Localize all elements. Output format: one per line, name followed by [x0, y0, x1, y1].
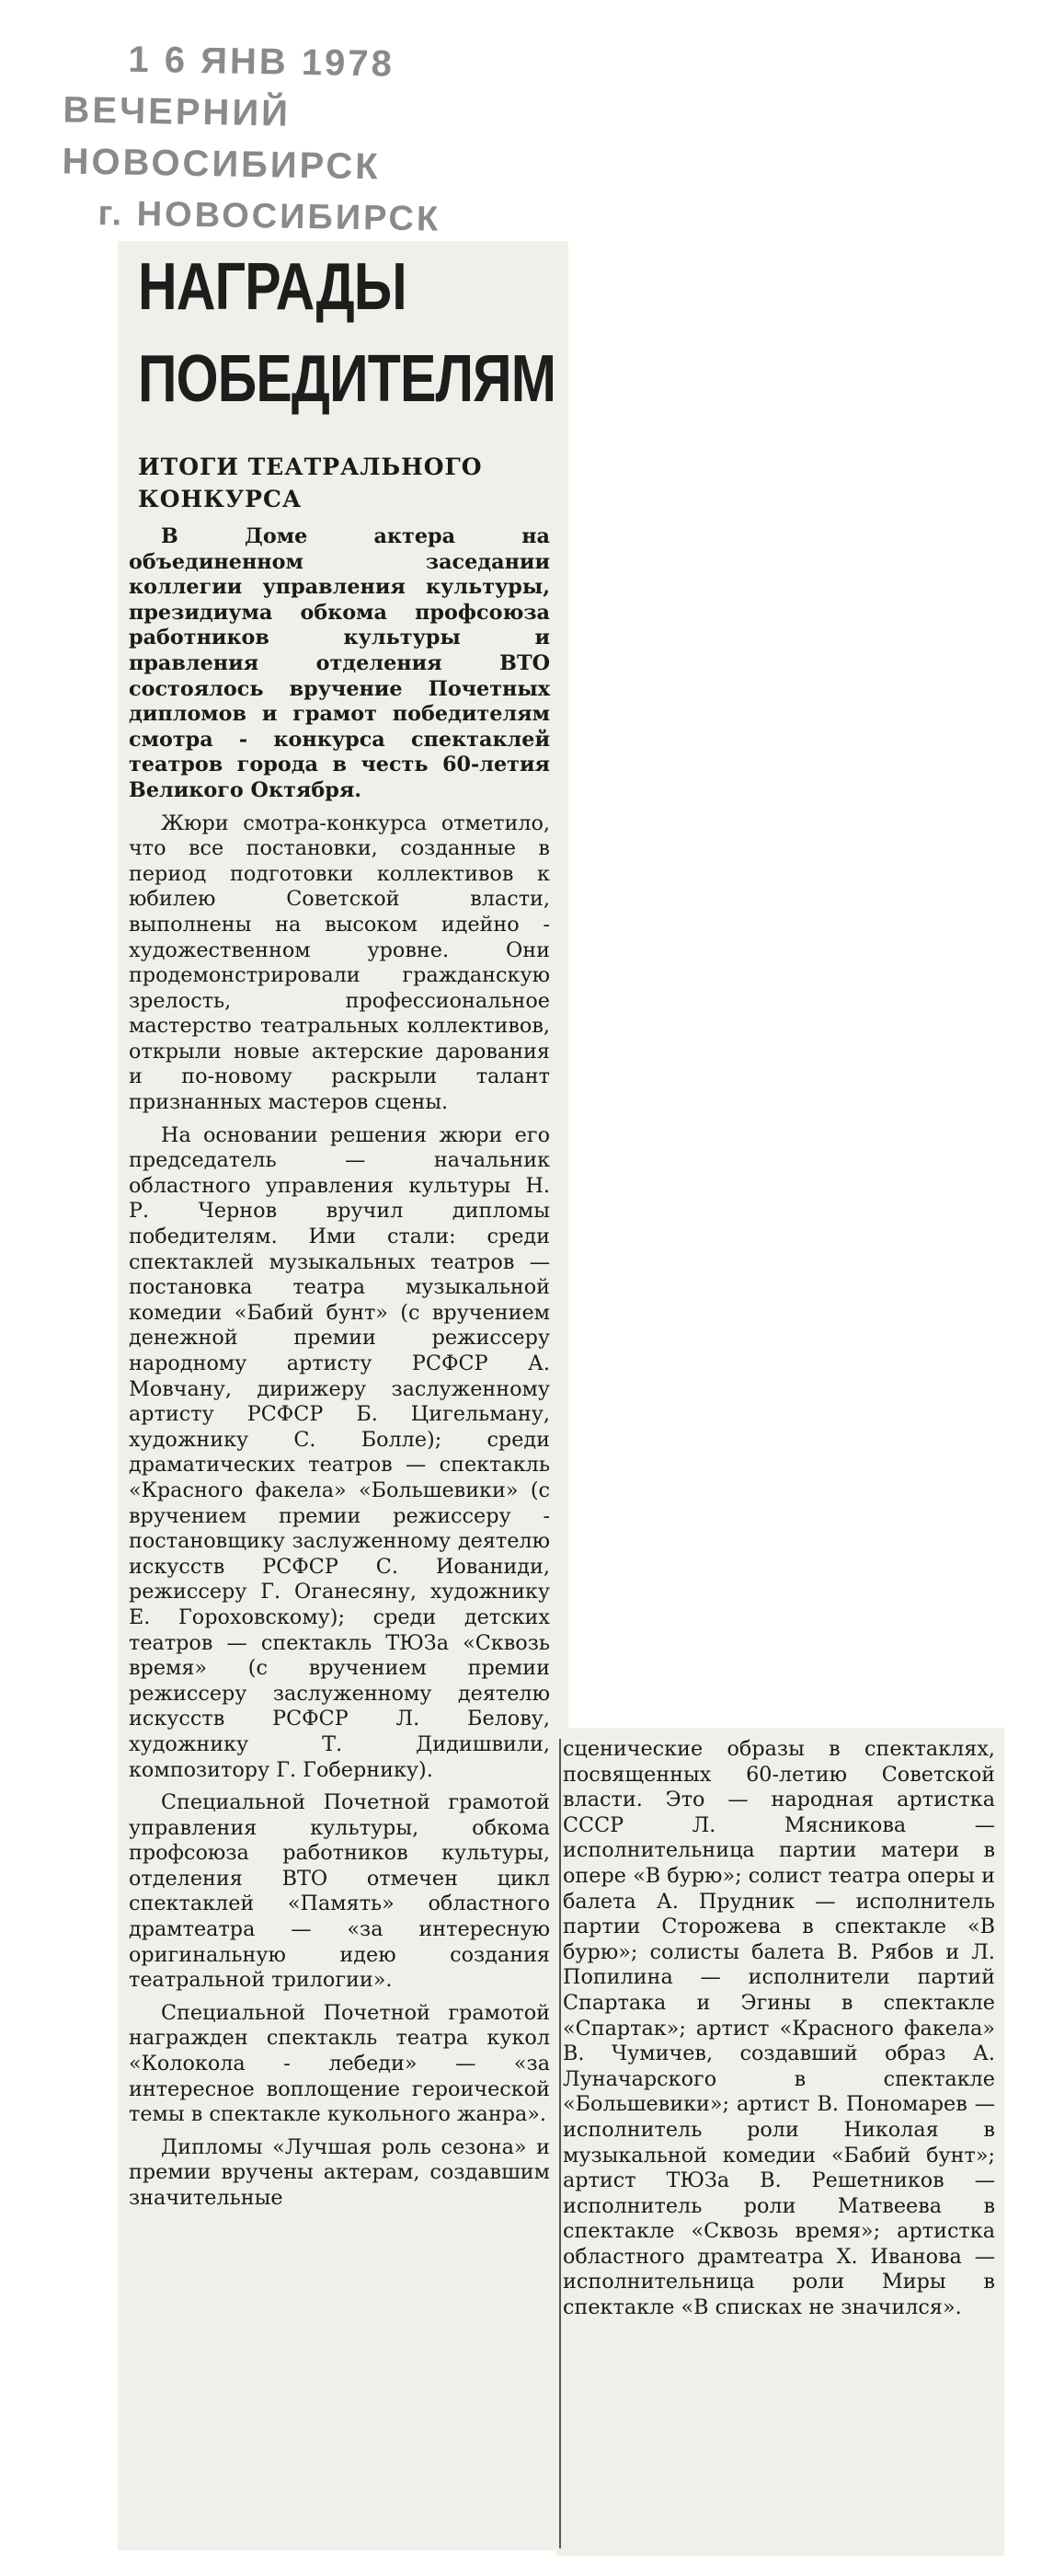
article-column-right	[563, 1737, 995, 2329]
body-paragraph: Специальной Почетной грамотой награжден спектакль театра кукол «Колокола - лебеди» — «за интересное воплощение героической темы в спектакле кукольного жанра».	[129, 2000, 550, 2127]
stamp-city: г. НОВОСИБИРСК	[97, 194, 441, 239]
article-column-left	[129, 524, 550, 2219]
archive-stamp	[61, 32, 543, 247]
body-paragraph: сценические образы в спектаклях, посвященных 60-летию Советской власти. Это — народная артистка СССР Л. Мясникова — исполнительница партии матери в опере «В бурю»; солист театра оперы и балета А. Прудник — исполнитель партии Сторожева в спектакле «В бурю»; солисты балета В. Рябов и Л. Попилина — исполнители партий Спартака и Эгины в спектакле «Спартак»; артист «Красного факела» В. Чумичев, создавший образ А. Луначарского в спектакле «Большевики»; артист В. Пономарев — исполнитель роли Николая в музыкальной комедии «Бабий бунт»; артист ТЮЗа В. Решетников — исполнитель роли Матвеева в спектакле «Сквозь время»; артистка областного драмтеатра Х. Иванова — исполнительница роли Миры в спектакле «В списках не значился».	[563, 1737, 995, 2320]
body-paragraph: Специальной Почетной грамотой управления культуры, обкома профсоюза работников культуры, отделения ВТО отмечен цикл спектаклей «Память» областного драмтеатра — «за интересную оригинальную идею создания театральной трилогии».	[129, 1790, 550, 1993]
headline-line-2: ПОБЕДИТЕЛЯМ	[138, 342, 556, 416]
article-subheadline: ИТОГИ ТЕАТРАЛЬНОГО КОНКУРСА	[138, 454, 483, 512]
column-divider	[559, 1739, 561, 2548]
headline-line-1: НАГРАДЫ	[138, 250, 406, 324]
article-headline	[138, 241, 556, 425]
body-paragraph: Жюри смотра-конкурса отметило, что все постановки, созданные в период подготовки коллективов к юбилею Советской власти, выполнены на высоком идейно - художественном уровне. Они продемонстрировали гражданскую зрелость, профессиональное мастерство театральных коллективов, открыли новые актерские дарования и по-новому раскрыли талант признанных мастеров сцены.	[129, 811, 550, 1115]
lead-paragraph: В Доме актера на объединенном заседании коллегии управления культуры, президиума обкома профсоюза работников культуры и правления отделения ВТО состоялось вручение Почетных дипломов и грамот победителям смотра - конкурса спектаклей театров города в честь 60-летия Великого Октября.	[129, 524, 550, 802]
stamp-date: 1 6 ЯНВ 1978	[128, 39, 395, 85]
stamp-newspaper: ВЕЧЕРНИЙ НОВОСИБИРСК	[62, 89, 382, 188]
body-paragraph: Дипломы «Лучшая роль сезона» и премии вручены актерам, создавшим значительные	[129, 2134, 550, 2210]
body-paragraph: На основании решения жюри его председатель — начальник областного управления культуры Н. Р. Чернов вручил дипломы победителям. Ими стали: среди спектаклей музыкальных театров — постановка театра музыкальной комедии «Бабий бунт» (с вручением денежной премии режиссеру народному артисту РСФСР А. Мовчану, дирижеру заслуженному артисту РСФСР Б. Цигельману, художнику С. Болле); среди драматических театров — спектакль «Красного факела» «Большевики» (с вручением премии режиссеру - постановщику заслуженному деятелю искусств РСФСР С. Иованиди, режиссеру Г. Оганесяну, художнику Е. Гороховскому); среди детских театров — спектакль ТЮЗа «Сквозь время» (с вручением премии режиссеру заслуженному деятелю искусств РСФСР Л. Белову, художнику Т. Дидишвили, композитору Г. Гобернику).	[129, 1122, 550, 1782]
